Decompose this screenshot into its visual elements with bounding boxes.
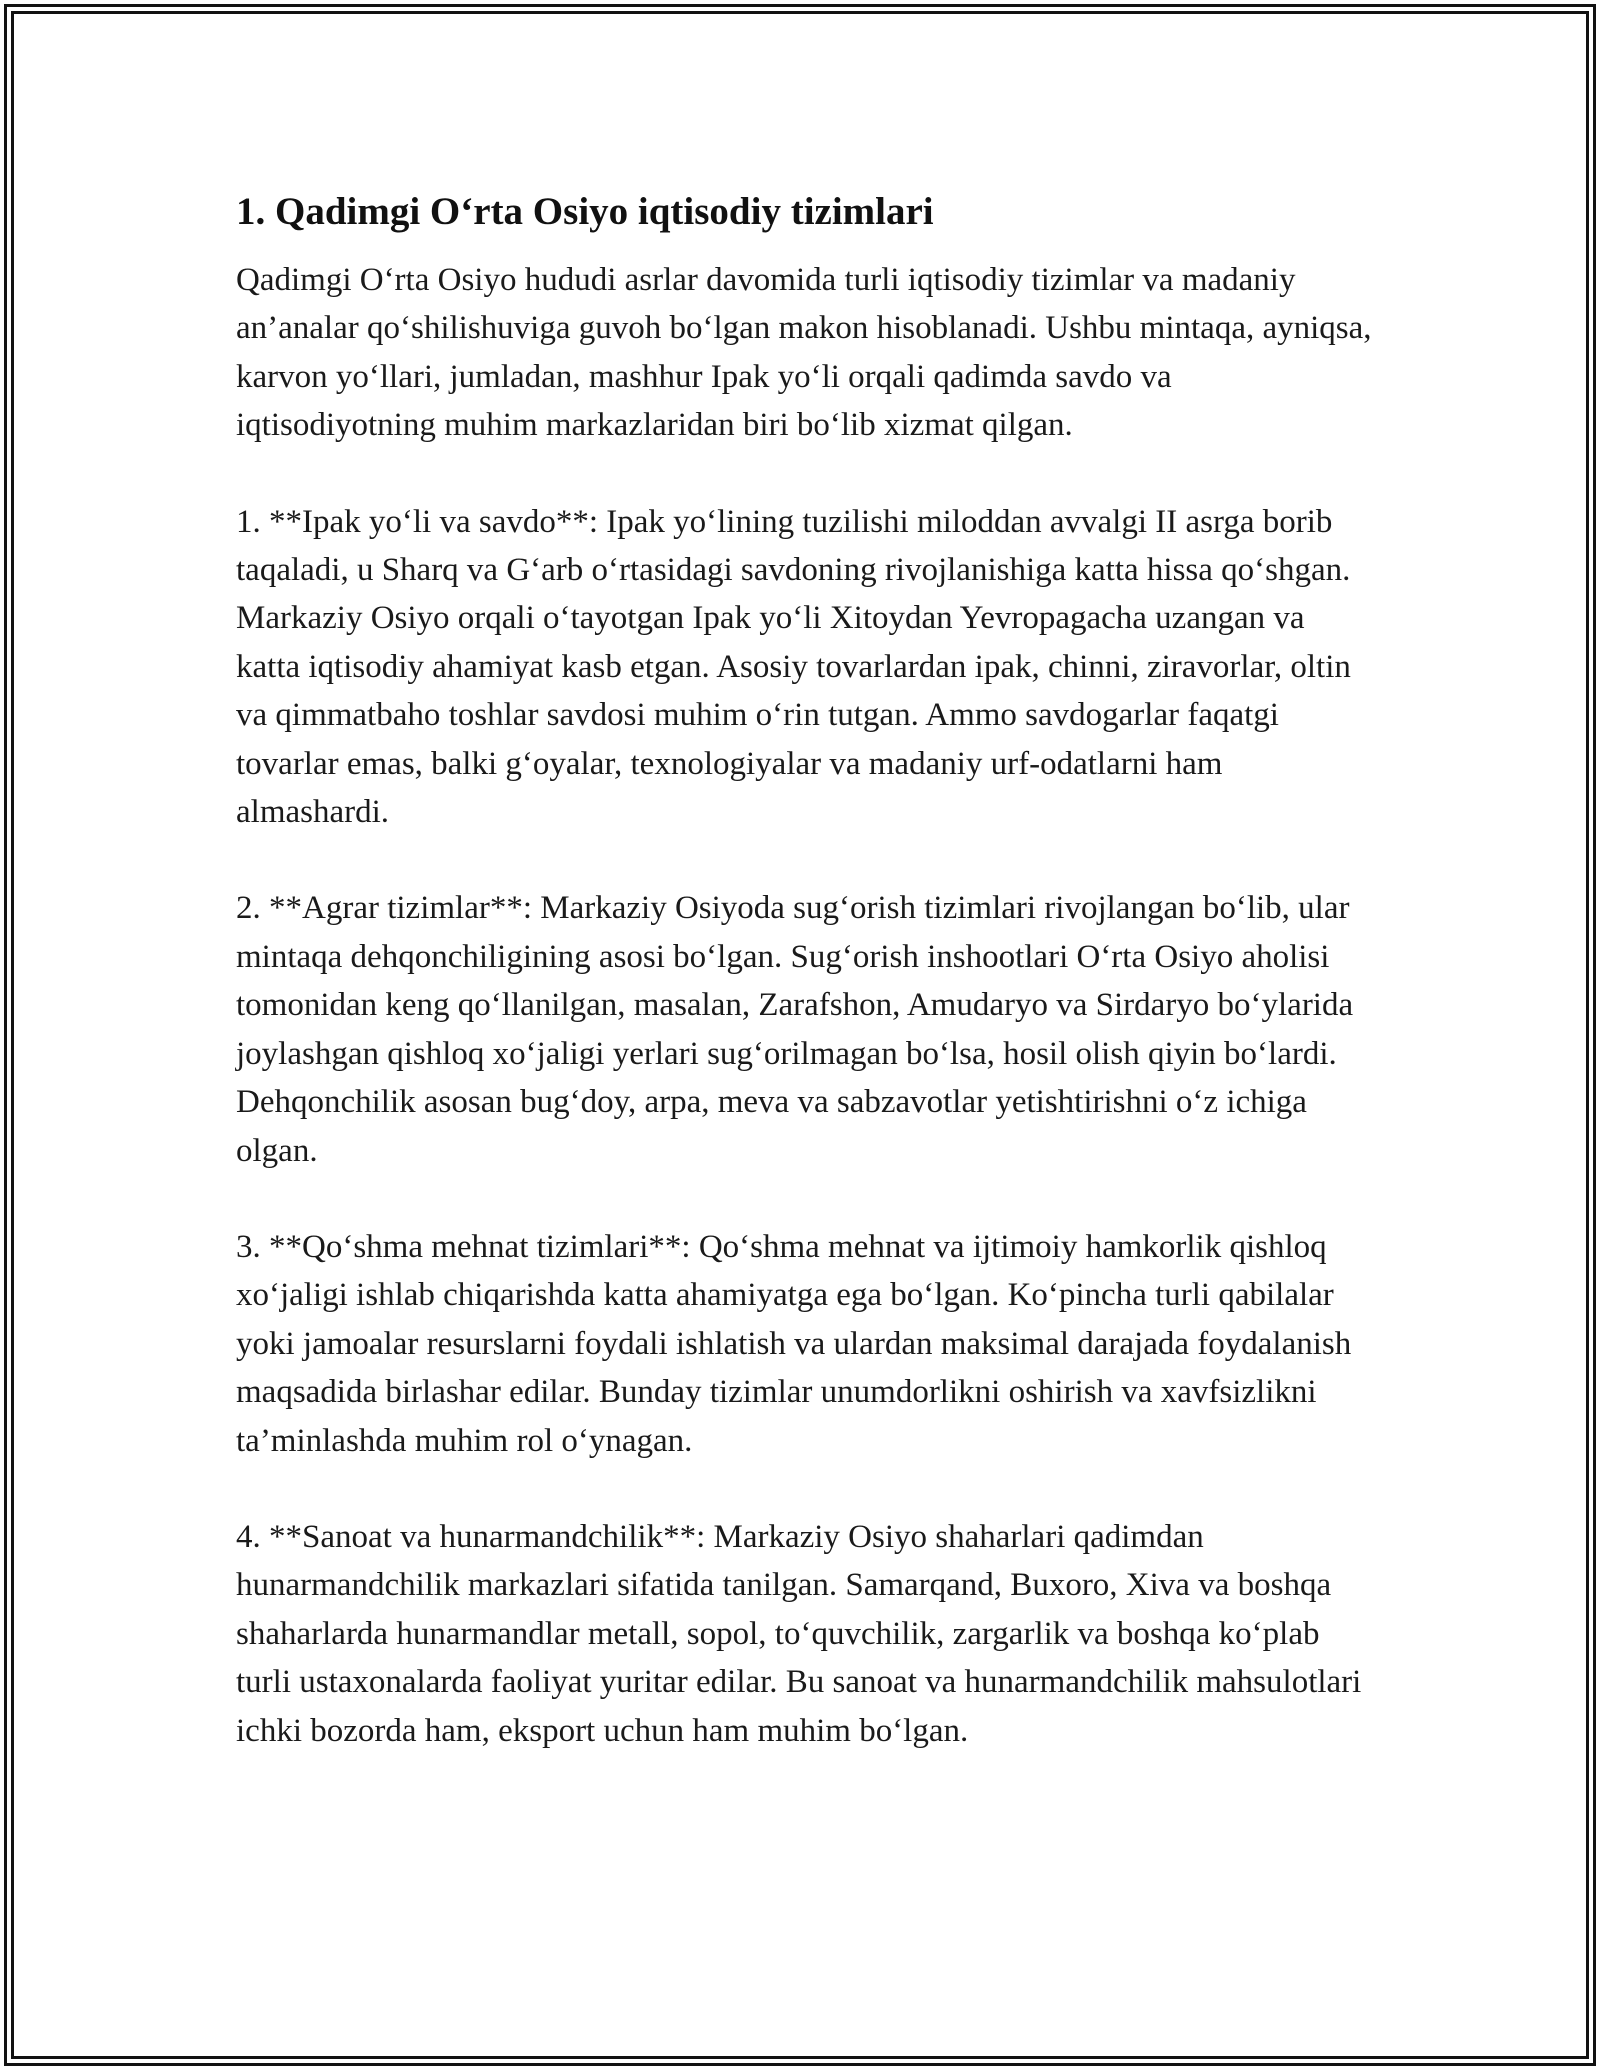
section-heading: 1. Qadimgi O‘rta Osiyo iqtisodiy tizimlari bbox=[236, 190, 934, 233]
intro-paragraph: Qadimgi O‘rta Osiyo hududi asrlar davomida turli iqtisodiy tizimlar va madaniy an’analar qo‘shilishuviga guvoh bo‘lgan makon hisoblanadi. Ushbu mintaqa, ayniqsa, karvon yo‘llari, jumladan, mashhur Ipak yo‘li orqali qadimda savdo va iqtisodiyotning muhim markazlaridan biri bo‘lib xizmat qilgan. bbox=[236, 262, 1372, 444]
paragraph-industry-crafts: 4. **Sanoat va hunarmandchilik**: Markaziy Osiyo shaharlari qadimdan hunarmandchilik markazlari sifatida tanilgan. Samarqand, Buxoro, Xiva va boshqa shaharlarda hunarmandlar metall, sopol, to‘quvchilik, zargarlik va boshqa ko‘plab turli ustaxonalarda faoliyat yuritar edilar. Bu sanoat va hunarmandchilik mahsulotlari ichki bozorda ham, eksport uchun ham muhim bo‘lgan. bbox=[236, 1518, 1362, 1749]
paragraph-silk-road: 1. **Ipak yo‘li va savdo**: Ipak yo‘lining tuzilishi miloddan avvalgi II asrga borib taqaladi, u Sharq va G‘arb o‘rtasidagi savdoning rivojlanishiga katta hissa qo‘shgan. Markaziy Osiyo orqali o‘tayotgan Ipak yo‘li Xitoydan Yevropagacha uzangan va katta iqtisodiy ahamiyat kasb etgan. Asosiy tovarlardan ipak, chinni, ziravorlar, oltin va qimmatbaho toshlar savdosi muhim o‘rin tutgan. Ammo savdogarlar faqatgi tovarlar emas, balki g‘oyalar, texnologiyalar va madaniy urf-odatlarni ham almashardi. bbox=[236, 503, 1351, 831]
paragraph-joint-labor: 3. **Qo‘shma mehnat tizimlari**: Qo‘shma mehnat va ijtimoiy hamkorlik qishloq xo‘jaligi ishlab chiqarishda katta ahamiyatga ega bo‘lgan. Ko‘pincha turli qabilalar yoki jamoalar resurslarni foydali ishlatish va ulardan maksimal darajada foydalanish maqsadida birlashar edilar. Bunday tizimlar unumdorlikni oshirish va xavfsizlikni ta’minlashda muhim rol o‘ynagan. bbox=[236, 1228, 1352, 1459]
paragraph-agrarian-systems: 2. **Agrar tizimlar**: Markaziy Osiyoda sug‘orish tizimlari rivojlangan bo‘lib, ular mintaqa dehqonchiligining asosi bo‘lgan. Sug‘orish inshootlari O‘rta Osiyo aholisi tomonidan keng qo‘llanilgan, masalan, Zarafshon, Amudaryo va Sirdaryo bo‘ylarida joylashgan qishloq xo‘jaligi yerlari sug‘orilmagan bo‘lsa, hosil olish qiyin bo‘lardi. Dehqonchilik asosan bug‘doy, arpa, meva va sabzavotlar yetishtirishni o‘z ichiga olgan. bbox=[236, 890, 1354, 1169]
document-body bbox=[236, 186, 1376, 1803]
